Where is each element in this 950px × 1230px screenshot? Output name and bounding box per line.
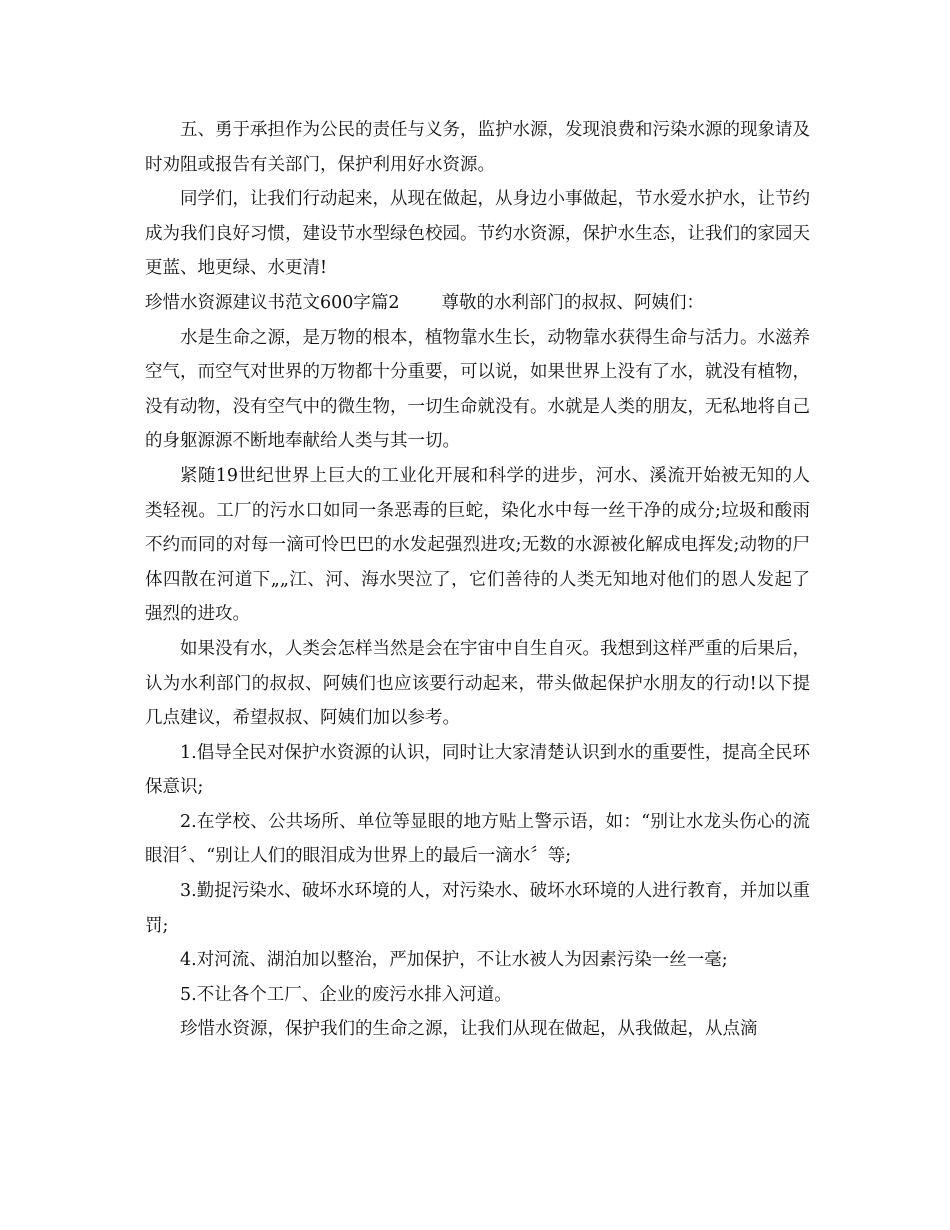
section-heading [145,286,810,321]
suggestion-item-5: 5.不让各个工厂、企业的废污水排入河道。 [180,984,512,1005]
suggestion-item-2: 2.在学校、公共场所、单位等显眼的地方贴上警示语，如：“别让水龙头伤心的流眼泪〞、“别让人们的眼泪成为世界上的最后一滴水〞等; [145,811,810,867]
paragraph-water-is-life: 水是生命之源，是万物的根本，植物靠水生长，动物靠水获得生命与活力。水滋养空气，而空气对世界的万物都十分重要，可以说，如果世界上没有了水，就没有植物，没有动物，没有空气中的微生物，一切生命就没有。水就是人类的朋友，无私地将自己的身躯源源不断地奉献给人类与其一切。 [145,327,810,452]
suggestion-item-1: 1.倡导全民对保护水资源的认识，同时让大家清楚认识到水的重要性，提高全民环保意识; [145,742,810,798]
paragraph-industrialization: 紧随19世纪世界上巨大的工业化开展和科学的进步，河水、溪流开始被无知的人类轻视。工厂的污水口如同一条恶毒的巨蛇，染化水中每一丝干净的成分;垃圾和酸雨不约而同的对每一滴可怜巴巴的水发起强烈进攻;无数的水源被化解成电挥发;动物的尸体四散在河道下„„江、河、海水哭泣了，它们善待的人类无知地对他们的恩人发起了强烈的进攻。 [145,465,810,625]
document-body [145,113,810,1047]
suggestion-item-3: 3.勤捉污染水、破坏水环境的人，对污染水、破坏水环境的人进行教育，并加以重罚; [145,881,810,936]
section-title: 珍惜水资源建议书范文600字篇2 [145,292,400,313]
letter-salutation: 尊敬的水利部门的叔叔、阿姨们： [441,292,705,313]
paragraph-without-water: 如果没有水，人类会怎样当然是会在宇宙中自生自灭。我想到这样严重的后果后，认为水利部门的叔叔、阿姨们也应该要行动起来，带头做起保护水朋友的行动!以下提几点建议，希望叔叔、阿姨们加以参考。 [145,638,810,729]
paragraph-call-to-action: 同学们，让我们行动起来，从现在做起，从身边小事做起，节水爱水护水，让节约成为我们良好习惯，建设节水型绿色校园。节约水资源，保护水生态，让我们的家园天更蓝、地更绿、水更清! [145,189,810,279]
suggestion-item-4: 4.对河流、湖泊加以整治，严加保护，不让水被人为因素污染一丝一毫; [180,950,728,971]
paragraph-closing: 珍惜水资源，保护我们的生命之源，让我们从现在做起，从我做起，从点滴 [180,1019,758,1040]
paragraph-item-five: 五、勇于承担作为公民的责任与义务，监护水源，发现浪费和污染水源的现象请及时劝阻或报告有关部门，保护利用好水资源。 [145,120,810,175]
